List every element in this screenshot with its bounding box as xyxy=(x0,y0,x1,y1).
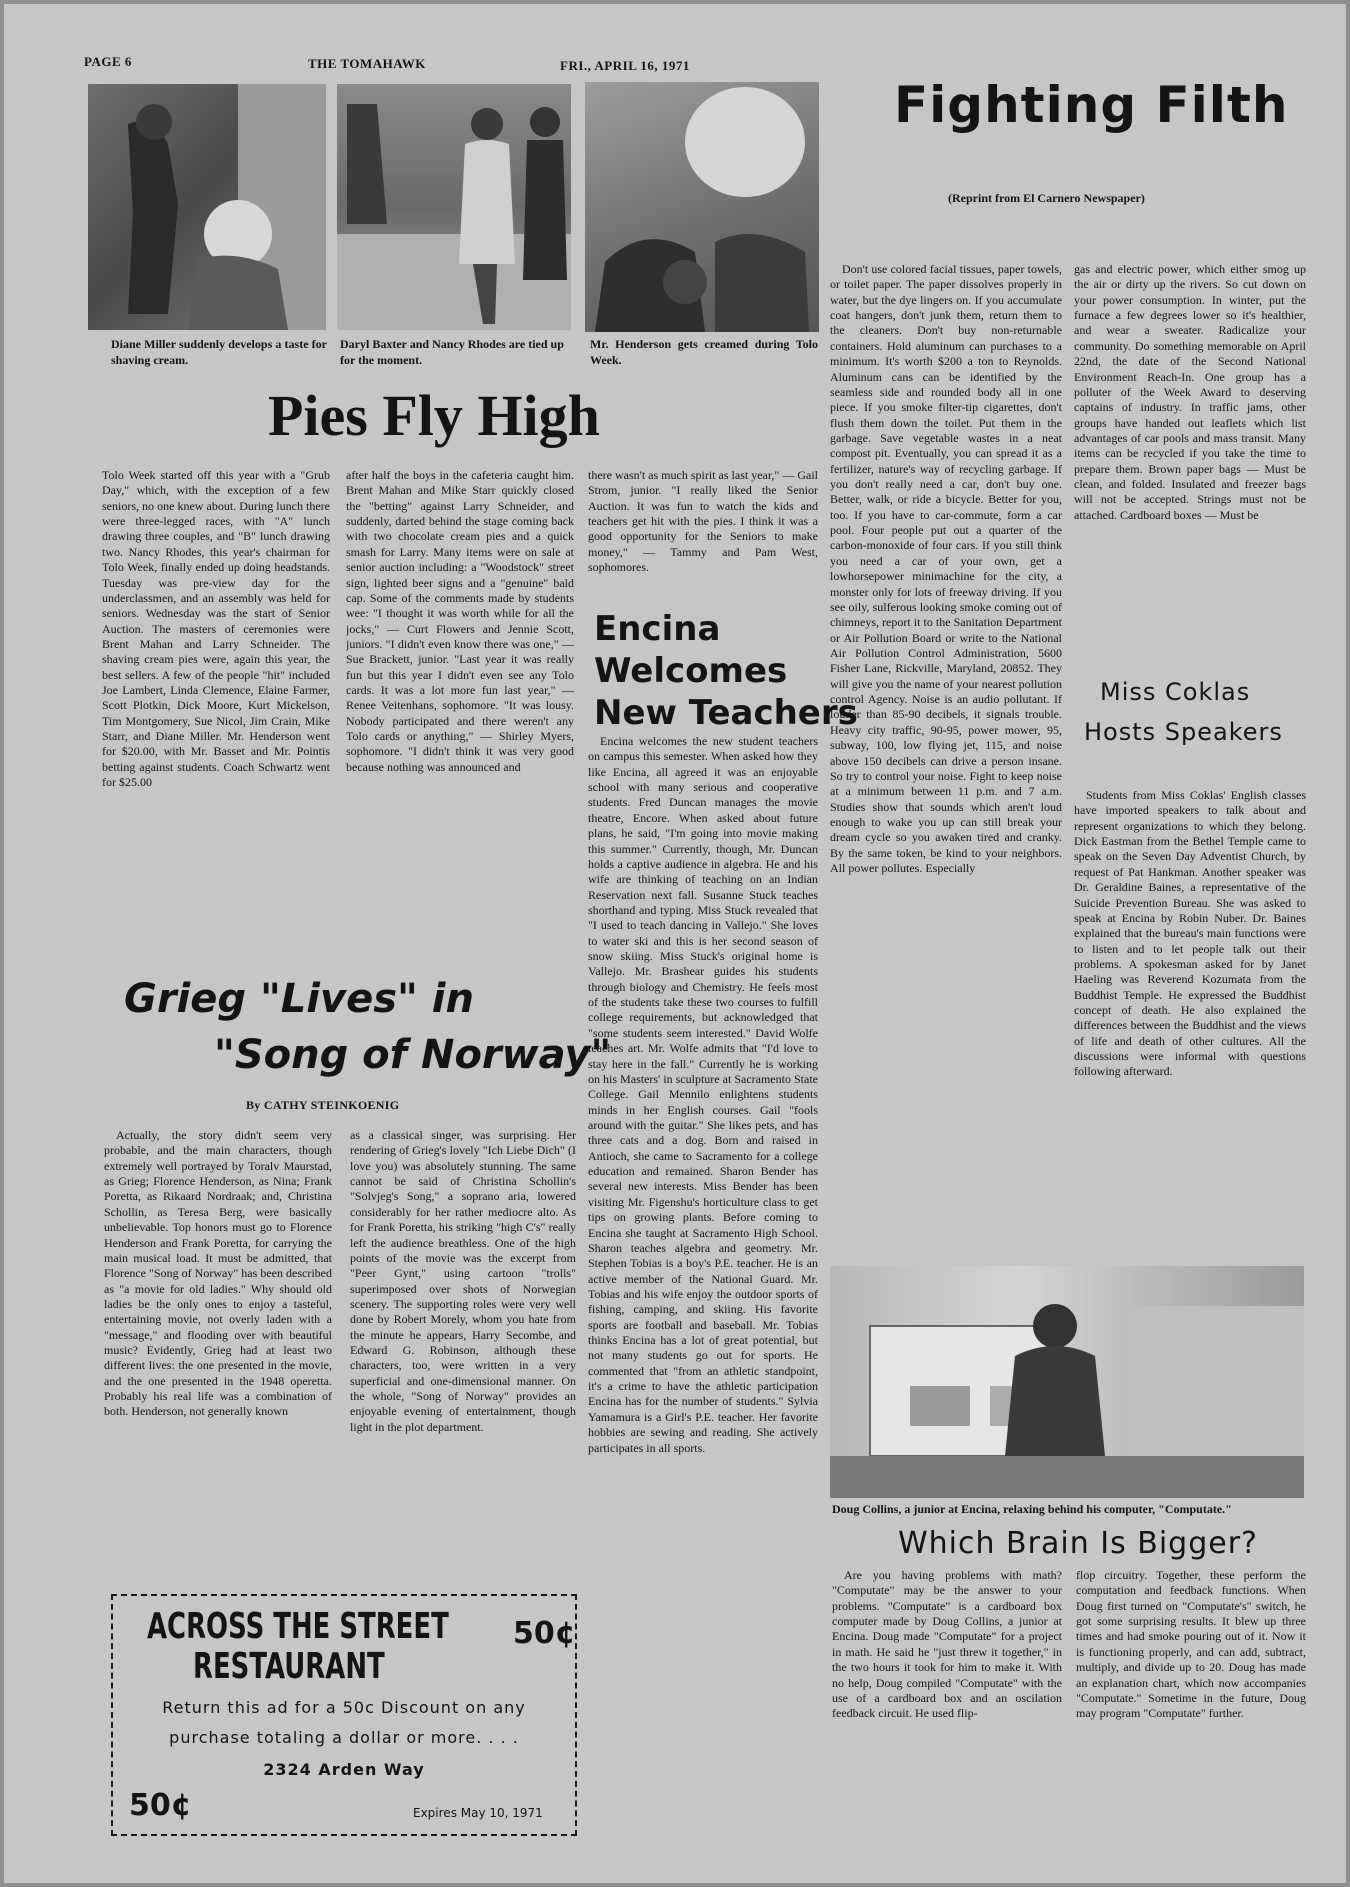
grieg-column-2 xyxy=(350,1128,576,1584)
photo-caption-3: Mr. Henderson gets creamed during Tolo Week. xyxy=(590,337,818,367)
filth-headline: Fighting Filth xyxy=(894,76,1289,134)
coklas-article xyxy=(1074,788,1306,1258)
restaurant-ad xyxy=(111,1594,577,1836)
photo-shaving-cream xyxy=(88,84,326,330)
photo-computer-scene xyxy=(830,1266,1304,1498)
pies-column-3-text: there wasn't as much spirit as last year," — Gail Strom, junior. "I really liked the Senior Auction. It was fun to watch the kids and teachers get hit with the pies. I think it was a good opportunity for the Seniors to make money," — Tammy and Pam West, sophomores. xyxy=(588,468,818,575)
photo-henderson-creamed xyxy=(585,82,819,332)
brain-column-1-text: Are you having problems with math? "Computate" may be the answer to your problems. "Computate" is a cardboard box computer made by Doug Collins, a junior at Encina. Doug made "Computate" for a project in math. He said he "just threw it together," in the two hours it took for him to make it. With no help, Doug compiled "Computate" with the use of a cardboard box and an oscilation feedback circuit. He used flip- xyxy=(832,1568,1062,1721)
filth-column-1 xyxy=(830,262,1062,1256)
pies-column-3 xyxy=(588,468,818,608)
grieg-headline-line-1: Grieg "Lives" in xyxy=(124,976,474,1022)
grieg-column-2-text: as a classical singer, was surprising. Her rendering of Grieg's lovely "Ich Liebe Dich" (I love you) was absolutely stunning. The same cannot be said of Christina Schollin's "Solvjeg's Song," a soprano aria, lowered considerably for her rather mediocre alto. As for Frank Poretta, his striking "high C's" really left the audience breathless. One of the high points of the movie was the excerpt from "Peer Gynt," using cartoon "trolls" superimposed over shots of Norwegian scenery. The supporting roles were very well done by Robert Morely, whom you hate from the minute he appears, Harry Secombe, and Edward G. Robinson, although these characters, too, were written in a very superficial and one-dimensional manner. On the whole, "Song of Norway" provides an enjoyable evening of entertainment, though light in the plot department. xyxy=(350,1128,576,1434)
pies-headline: Pies Fly High xyxy=(268,383,600,448)
brain-column-1 xyxy=(832,1568,1062,1858)
brain-headline: Which Brain Is Bigger? xyxy=(898,1526,1258,1561)
ad-title-line-2: RESTAURANT xyxy=(193,1646,385,1687)
ad-price-top: 50¢ xyxy=(513,1616,576,1651)
filth-reprint-note: (Reprint from El Carnero Newspaper) xyxy=(948,191,1145,205)
pies-column-1-text: Tolo Week started off this year with a "Grub Day," which, with the exception of a few seniors, no one knew about. During lunch there were three-legged races, with "A" lunch drawing three couples, and "B" lunch drawing two. Nancy Rhodes, this year's chairman for Tolo Week, finally ended up doing headstands. Tuesday was pre-view day for the underclassmen, and an assembly was held for seniors. Wednesday was the start of Senior Auction. The masters of ceremonies were Brent Mahan and Larry Schneider. The shaving cream pies were, again this year, the best sellers. A few of the people "hit" included Joe Lambert, Linda Clemence, Elaine Farmer, Scott Plotkin, Dick Moore, Kurt Mickelson, Tim Montgomery, Sue Nicol, Jim Crain, Mike Starr, and Diane Miller. Mr. Henderson went for $20.00, with Mr. Basset and Mr. Pointis betting against students. Coach Schwartz went for $25.00 xyxy=(102,468,330,790)
pies-column-1 xyxy=(102,468,330,960)
pies-column-2-text: after half the boys in the cafeteria caught him. Brent Mahan and Mike Starr quickly closed the "betting" against Larry Schneider, and suddenly, darted behind the stage coming back with two chocolate cream pies and a quick smash for Larry. Many items were on sale at senior auction including: a "Woodstock" street sign, lighted beer signs and a "genuine" bald cap. Some of the comments made by students wee: "I thought it was worth while for all the jocks," — Curt Flowers and Jennie Scott, juniors. "I didn't even know there was one," — Sue Brackett, junior. "Last year it was really fun but this year I didn't even see any Tolo cards. It was a lot more fun last year," — Renee Veitenhans, sophomore. "It was lousy. Nobody participated and there weren't any Tolo cards or anything," — Shirley Myers, sophomore. "I didn't think it was very good because nothing was announced and xyxy=(346,468,574,774)
photo-caption-2: Daryl Baxter and Nancy Rhodes are tied up for the moment. xyxy=(340,337,564,367)
photo-figures-3 xyxy=(585,82,819,332)
page-number: PAGE 6 xyxy=(84,54,132,69)
filth-column-1-text: Don't use colored facial tissues, paper towels, or toilet paper. The paper dissolves properly in water, but the dye lingers on. If you accumulate coat hangers, don't junk them, return them to the cleaners. Don't buy non-returnable containers. Hold aluminum can purchases to a minimum. It's worth $200 a ton to Reynolds. Aluminum cans can be identified by the seamless side and rounded body all in one piece. If you smoke filter-tip cigarettes, don't flush them down the toilet. Put them in the garbage. Save vegetable wastes in a neat compost pit. Eventually, you can spread it as a fertilizer, nature's way of recycling garbage. If you don't really need a car, don't buy one. Better, walk, or ride a bicycle. Better for you, too. If you have to car-commute, form a car pool. Four people put out a quarter of the carbon-monoxide of four cars. If you still think you need a car of your own, get a lowhorsepower minimachine for the city, a monster only for lots of freeway driving. If you see oily, sulferous looking smoke coming out of chimneys, report it to the Sanitation Department or Air Pollution Board or write to the National Air Pollution Control Administration, 5600 Fisher Lane, Rickville, Maryland, 20852. They will give you the name of your nearest pollution control Agency. Noise is an audio pollutant. If louder than 85-90 decibels, it signals trouble. Heavy city traffic, 90-95, power mower, 95, subway, 100, low flying jet, 115, and noise above 150 decibels can drive a person insane. So try to control your noise. Fight to keep noise at a minimum between 11 p.m. and 7 a.m. Studies show that sounds which aren't loud enough to wake you up can still break your dream cycle so you awaken tired and cranky. By the same token, be kind to your neighbors. All power pollutes. Especially xyxy=(830,262,1062,876)
grieg-column-1 xyxy=(104,1128,332,1584)
ad-body-line-1: Return this ad for a 50c Discount on any xyxy=(162,1698,526,1717)
grieg-headline-line-2: "Song of Norway" xyxy=(214,1032,612,1078)
brain-column-2-text: flop circuitry. Together, these perform the computation and feedback functions. When Doug first turned on "Computate's" switch, he got some surprising results. It blew up three times and had smoke pouring out of it. Now it is functioning properly, and can add, subtract, multiply, and divide up to 20. Doug has made an explanation chart, which now accompanies "Computate." Sometime in the future, Doug may program "Computate" further. xyxy=(1076,1568,1306,1721)
ad-body-line-2: purchase totaling a dollar or more. . . . xyxy=(169,1728,519,1747)
ad-expires: Expires May 10, 1971 xyxy=(413,1806,543,1820)
photo-figures-1 xyxy=(88,84,326,330)
encina-article-text: Encina welcomes the new student teachers on campus this semester. When asked how they like Encina, all agreed it was an enjoyable school with many serious and cooperative students. Fred Duncan manages the movie theatre, Encore. When asked about future plans, he said, "I'm going into movie making this summer." Currently, though, Mr. Duncan holds a captive audience in algebra. He and his wife are thinking of teaching on an Indian Reservation next fall. Susanne Stuck teaches shorthand and typing. Miss Stuck revealed that "I used to teach dancing in Vallejo." She loves to water ski and this is her second season of snow skiing. Miss Stuck's original home is Vallejo. Mr. Brashear guides his students through biology and Chemistry. He feels most of the students take these two courses to fulfill college requirements, but acknowledged that "some students seem interested." David Wolfe teaches art. Mr. Wolfe admits that "I'd love to stay here in the fall." Currently he is working on his Masters' in sculpture at Sacramento State College. Gail Mennilo enlightens students minds in her English courses. Gail "fools around with the guitar." She likes pets, and has three cats and a dog. Born and raised in Antioch, she came to Sacramento for a college education and remained. Sharon Bender has several new interests. Miss Bender has been visiting Mr. Figenshu's horticulture class to get tips on growing plants. Before coming to Encina she taught at Sacramento High School. Sharon teaches algebra and geometry. Mr. Stephen Tobias is a boy's P.E. teacher. He is an active member of the National Guard. Mr. Tobias and his wife enjoy the outdoor sports of fishing, camping, and skiing. His favorite sports are football and baseball. Mr. Tobias thinks Encina has a lot of great potential, but not many students go out for sports. He commented that "from an athletic standpoint, it's a crime to have the athletic participation Encina has for the number of students." Sylvia Yamamura is a Girl's P.E. teacher. Her favorite hobbies are sewing and reading. She actively participates in all sports. xyxy=(588,734,818,1455)
filth-column-2-text: gas and electric power, which either smog up the air or dirty up the rivers. So cut down on your power consumption. In winter, put the furnace a few degrees lower so it's healthier, and wear a sweater. Radicalize your community. Do something memorable on April 22nd, the date of the Second National Environment Reach-In. One group has a polluter of the Week Award to deserving captains of industry. In traffic jams, other groups have handed out leaflets which list advantages of car pools and mass transit. Many items can be recycled if you take the time to prepare them. Brown paper bags — Must be clean, and folded. Insulated and freezer bags will not be accepted. Strings must not be attached. Cardboard boxes — Must be xyxy=(1074,262,1306,522)
photo-tied-up xyxy=(337,84,571,330)
photo-figures-2 xyxy=(337,84,571,330)
photo-caption-1: Diane Miller suddenly develops a taste for shaving cream. xyxy=(111,337,327,367)
encina-headline-line-1: Encina xyxy=(594,609,721,649)
coklas-headline-line-1: Miss Coklas xyxy=(1100,678,1251,706)
ad-address: 2324 Arden Way xyxy=(263,1760,425,1779)
photo-computer xyxy=(830,1266,1304,1498)
computer-photo-caption: Doug Collins, a junior at Encina, relaxing behind his computer, "Computate." xyxy=(832,1502,1232,1516)
grieg-byline: By CATHY STEINKOENIG xyxy=(246,1098,400,1112)
filth-column-2 xyxy=(1074,262,1306,642)
brain-column-2 xyxy=(1076,1568,1306,1858)
ad-title-line-1: ACROSS THE STREET xyxy=(147,1606,449,1647)
issue-date: FRI., APRIL 16, 1971 xyxy=(560,58,690,73)
encina-headline-line-2: Welcomes xyxy=(594,651,788,691)
pies-column-2 xyxy=(346,468,574,960)
encina-headline xyxy=(594,608,858,734)
coklas-article-text: Students from Miss Coklas' English classes have imported speakers to talk about and represent organizations to which they belong. Dick Eastman from the Bethel Temple came to speak on the Seven Day Adventist Church, by request of Pat Hankman. Another speaker was Dr. Geraldine Baines, a representative of the Suicide Prevention Bureau. She was asked to speak at Encina by Robin Nuber. Dr. Baines explained that the bureau's main functions were to listen and to let people talk out their problems. A spokesman asked for by Janet Haeling was Reverend Kozumata from the Buddhist Temple. He expressed the Buddhist concept of death. He also explained the differences between the Buddhist and the views of life and death of other cultures. All the discussions were informal with questions following afterward. xyxy=(1074,788,1306,1079)
ad-price-bottom: 50¢ xyxy=(129,1788,192,1823)
encina-headline-line-3: New Teachers xyxy=(594,693,858,733)
newspaper-page xyxy=(4,4,1346,1883)
paper-name: THE TOMAHAWK xyxy=(308,56,426,71)
grieg-column-1-text: Actually, the story didn't seem very probable, and the main characters, though extremely well portrayed by Toralv Maurstad, as Grieg; Florence Henderson, as Nina; Frank Poretta, as Rikaard Nordraak; and, Christina Schollin, as Teresa Berg, were basically unbelievable. Top honors must go to Florence Henderson and Frank Poretta, for carrying the main musical load. It must be admitted, that Florence "Song of Norway" has been described as "a movie for old ladies." Why should old ladies be the only ones to enjoy a tasteful, entertaining movie, not overly laden with a "message," and flooding over with beautiful music? Evidently, Grieg had at least two different lives: the one presented in the movie, and the one presented in the 1948 operetta. Probably his real life was a combination of both. Henderson, not generally known xyxy=(104,1128,332,1419)
encina-article xyxy=(588,734,818,1844)
coklas-headline-line-2: Hosts Speakers xyxy=(1084,718,1283,746)
